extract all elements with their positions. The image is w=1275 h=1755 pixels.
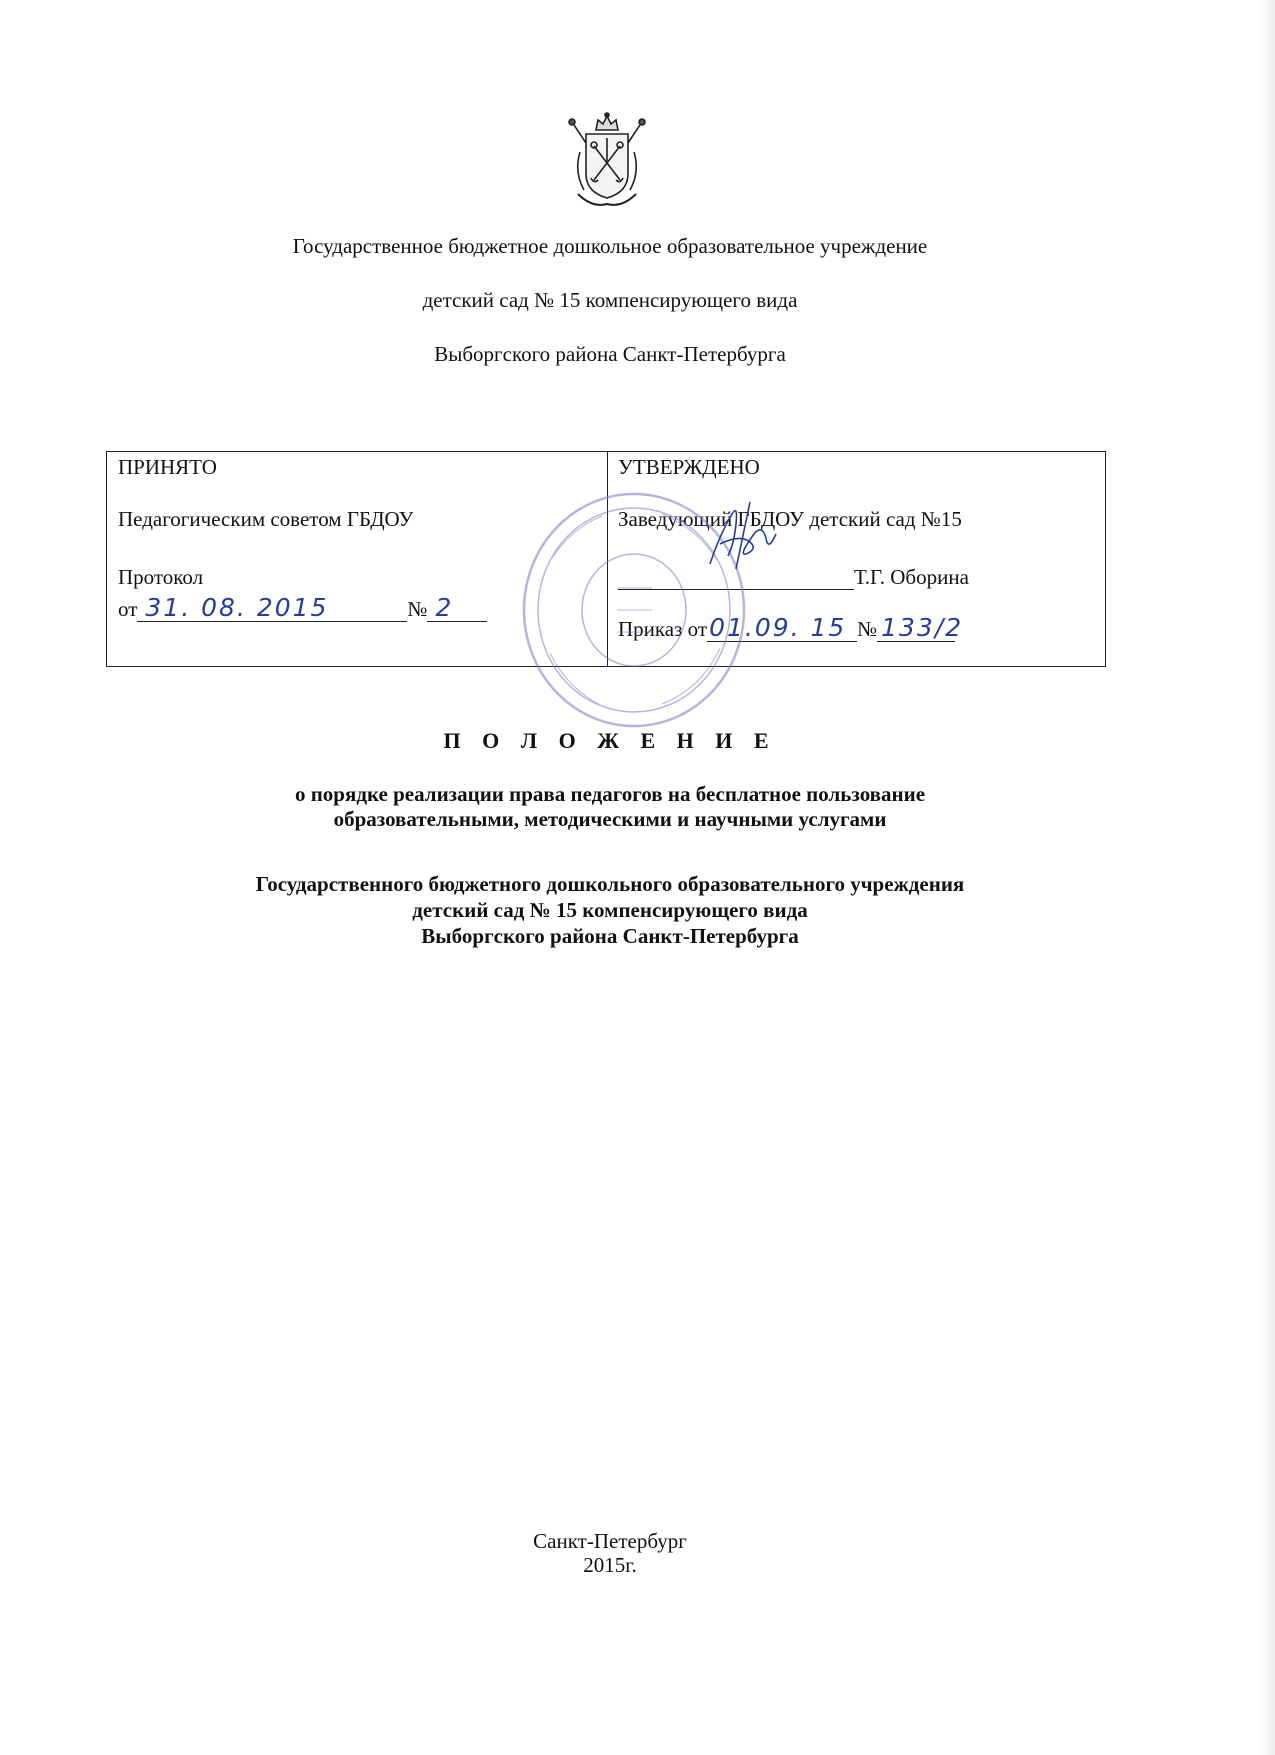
subtitle-line-2: образовательными, методическими и научными услугами bbox=[333, 807, 887, 831]
document-title: П О Л О Ж Е Н И Е bbox=[443, 728, 777, 753]
footer-city: Санкт-Петербург bbox=[533, 1529, 687, 1553]
handwritten-signature-icon bbox=[680, 494, 790, 574]
approved-heading: УТВЕРЖДЕНО bbox=[618, 455, 760, 479]
org-header-line-3: Выборгского района Санкт-Петербурга bbox=[434, 342, 786, 366]
scan-edge-shadow bbox=[1261, 0, 1275, 1755]
order-date-handwritten: 01.09. 15 bbox=[709, 613, 847, 642]
protocol-date-line bbox=[137, 593, 407, 622]
head-position-label: Заведующий ГБДОУ детский сад №15 bbox=[618, 507, 962, 531]
accepted-heading: ПРИНЯТО bbox=[118, 455, 217, 479]
protocol-number-line bbox=[427, 593, 487, 622]
protocol-label: Протокол bbox=[118, 565, 204, 589]
protocol-number-handwritten: 2 bbox=[435, 593, 454, 622]
org-genitive-line-2: детский сад № 15 компенсирующего вида bbox=[412, 898, 808, 922]
order-number-sign: № bbox=[857, 617, 878, 641]
org-genitive-line-3: Выборгского района Санкт-Петербурга bbox=[421, 924, 799, 948]
protocol-number-sign: № bbox=[407, 597, 428, 621]
saint-petersburg-coat-of-arms-icon bbox=[558, 112, 656, 212]
org-genitive-line-1: Государственного бюджетного дошкольного образовательного учреждения bbox=[255, 872, 965, 896]
protocol-date-prefix: от bbox=[118, 597, 138, 621]
pedagogical-council-label: Педагогическим советом ГБДОУ bbox=[118, 507, 414, 531]
order-date-prefix: Приказ от bbox=[618, 617, 708, 641]
footer-year: 2015г. bbox=[583, 1553, 637, 1577]
protocol-date-row bbox=[118, 593, 487, 622]
subtitle-line-1: о порядке реализации права педагогов на бесплатное пользование bbox=[294, 782, 926, 806]
head-name: Т.Г. Оборина bbox=[854, 565, 969, 589]
org-header-line-1: Государственное бюджетное дошкольное образовательное учреждение bbox=[292, 234, 928, 258]
org-header-line-2: детский сад № 15 компенсирующего вида bbox=[422, 288, 798, 312]
protocol-date-handwritten: 31. 08. 2015 bbox=[145, 593, 329, 622]
order-number-handwritten: 133/2 bbox=[881, 613, 964, 642]
order-number-line bbox=[877, 613, 964, 642]
